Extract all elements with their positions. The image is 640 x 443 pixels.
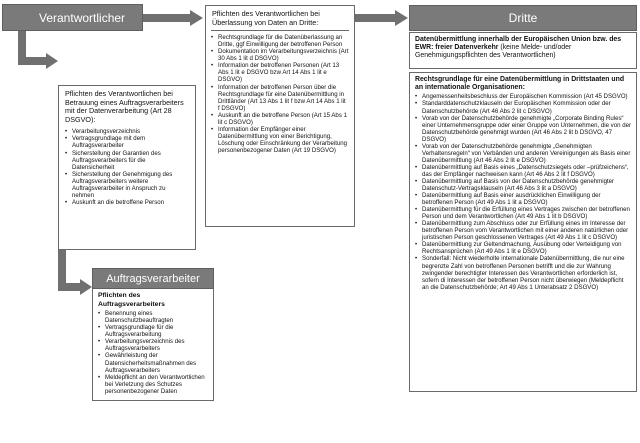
auftragsverarbeiter-header-label: Auftragsverarbeiter	[106, 272, 200, 285]
list-item: • Benennung eines Datenschutzbeauftragten	[98, 310, 208, 324]
auftragsverarbeiter-title: Pflichten des Auftragsverarbeiters	[98, 292, 165, 308]
eu-text	[415, 36, 631, 61]
eu-text-bold: Datenübermittlung innerhalb der Europäischen Union bzw. des EWR: freier Datenverkehr	[415, 36, 622, 52]
list-item: • Information der betroffenen Person über die Rechtsgrundlage für eine Datenübermittlung in Drittländer (Art 13 Abs 1 lit f bzw Art 14 Abs 1 lit f DSGVO)	[211, 84, 349, 112]
list-item: • Angemessenheitsbeschluss der Europäischen Kommission (Art 45 DSGVO)	[415, 93, 631, 100]
ueberlassung-box	[205, 5, 355, 227]
verantwortlicher-header	[2, 4, 143, 31]
list-item: • Verarbeitungsverzeichnis des Auftragsverarbeiters	[98, 338, 208, 352]
list-item: • Auskunft an die betroffene Person (Art 15 Abs 1 lit c DSGVO)	[211, 112, 349, 126]
list-item: • Verarbeitungsverzeichnis	[65, 128, 189, 135]
list-item: • Vorab von der Datenschutzbehörde genehmigte „Genehmigten Verhaltensregeln“ von Verbänden und anderen Vereinigungen als Basis einer Datenübermittlung (Art 46 Abs 2 lit e DSGVO)	[415, 143, 631, 164]
auftragsverarbeiter-header	[92, 268, 214, 289]
list-item: • Datenübermittlung für die Erfüllung eines Vertrages zwischen der betroffenen Person und dem Verantwortlichen (Art 49 Abs 1 lit b DSGVO)	[415, 206, 631, 220]
list-item: • Auskunft an die betroffene Person	[65, 199, 189, 206]
list-item: • Rechtsgrundlage für die Datenüberlassung an Dritte, ggf Einwilligung der betroffenen Person	[211, 34, 349, 48]
dritte-header	[409, 5, 637, 31]
betrauung-box	[58, 85, 196, 250]
ueberlassung-title: Pflichten des Verantwortlichen bei Überlassung von Daten an Dritte:	[211, 10, 349, 31]
list-item: • Datenübermittlung zum Abschluss oder zur Erfüllung eines im Interesse der betroffenen Person vom Verantwortlichen mit einer anderen natürlichen oder juristischen Person geschlossenen Vertrages (Art 49 Abs 1 lit c DSGVO)	[415, 220, 631, 241]
ueberlassung-list	[211, 34, 349, 154]
eu-text-normal: (keine Melde- und/oder Genehmigungspflichten des Verantwortlichen)	[415, 44, 572, 60]
list-item: • Dokumentation im Verarbeitungsverzeichnis (Art 30 Abs 1 lit d DSGVO)	[211, 48, 349, 62]
betrauung-title: Pflichten des Verantwortlichen bei Betrauung eines Auftragsverarbeiters mit der Datenverarbeitung (Art 28 DSGVO):	[65, 89, 184, 124]
eu-box	[409, 32, 637, 69]
arrow-to-ueberlassung	[143, 10, 203, 26]
list-item: • Sicherstellung der Garantien des Auftragsverarbeiters für die Datensicherheit	[65, 150, 189, 171]
list-item: • Datenübermittlung zur Geltendmachung, Ausübung oder Verteidigung von Rechtsansprüchen (Art 49 Abs 1 lit e DSGVO)	[415, 241, 631, 255]
arrow-to-auftragsverarbeiter	[58, 249, 92, 295]
list-item: • Datenübermittlung auf Basis einer ausdrücklichen Einwilligung der betroffenen Person (Art 49 Abs 1 lit a DSGVO)	[415, 192, 631, 206]
list-item: • Information der Empfänger einer Datenübermittlung von einer Berichtigung, Löschung oder Einschränkung der Verarbeitung personenbezogener Daten (Art 19 DSGVO)	[211, 126, 349, 154]
arrow-to-betrauung-box	[18, 30, 58, 69]
list-item: • Vorab von der Datenschutzbehörde genehmigte „Corporate Binding Rules“ einer Unternehmensgruppe oder einer Gruppe von Unternehmen, die von der Datenschutzbehörde genehmigt wurden (Art 46 Abs 2 lit b DSGVO, 47 DSGVO)	[415, 115, 631, 143]
list-item: • Sonderfall: Nicht wiederholte internationale Datenübermittlung, die nur eine begrenzte Zahl von betroffenen Personen betrifft und die zur Wahrung zwingender berechtigter Interessen des Verantwortlichen erforderlich ist, sofern di Interessen der betroffenen Person nicht überwiegen (Meldepflicht an die Datenschutzbehörde; Art 49 Abs 1 Unterabsatz 2 DSGVO)	[415, 255, 631, 290]
auftragsverarbeiter-list	[98, 310, 208, 395]
auftragsverarbeiter-box	[92, 289, 214, 401]
drittstaaten-box	[409, 72, 637, 392]
list-item: • Vertragsgrundlage mit dem Auftragsverarbeiter	[65, 135, 189, 149]
betrauung-list	[65, 128, 189, 206]
drittstaaten-list	[415, 93, 631, 290]
list-item: • Meldepflicht an den Verantwortlichen bei Verletzung des Schutzes personenbezogener Daten	[98, 374, 208, 395]
list-item: • Datenübermittlung auf Basis von der Datenschutzbehörde genehmigter Datenschutz-Vertragsklauseln (Art 46 Abs 3 lit a DSGVO)	[415, 178, 631, 192]
list-item: • Information der betroffenen Personen (Art 13 Abs 1 lit e DSGVO bzw Art 14 Abs 1 lit e DSGVO)	[211, 62, 349, 83]
dritte-header-label: Dritte	[508, 11, 538, 25]
list-item: • Gewährleistung der Datensicherheitsmaßnahmen des Auftragsverarbeiters	[98, 352, 208, 373]
verantwortlicher-header-label: Verantwortlicher	[39, 10, 126, 25]
list-item: • Sicherstellung der Genehmigung des Auftragsverarbeiters weitere Auftragsverarbeiter in Anspruch zu nehmen	[65, 171, 189, 199]
list-item: • Datenübermittlung auf Basis eines „Datenschutzsiegels oder –prüfzeichens“, das der Empfänger nachweisen kann (Art 46 Abs 2 lit f DSGVO)	[415, 164, 631, 178]
drittstaaten-title: Rechtsgrundlage für eine Datenübermittlung in Drittstaaten und an internationale Organisationen:	[415, 76, 625, 92]
list-item: • Vertragsgrundlage für die Auftragsverarbeitung	[98, 324, 208, 338]
arrow-to-dritte	[355, 10, 408, 26]
list-item: • Standarddatenschutzklauseln der Europäischen Kommission oder der Datenschutzbehörde (Art 46 Abs 2 lit c DSGVO)	[415, 100, 631, 114]
